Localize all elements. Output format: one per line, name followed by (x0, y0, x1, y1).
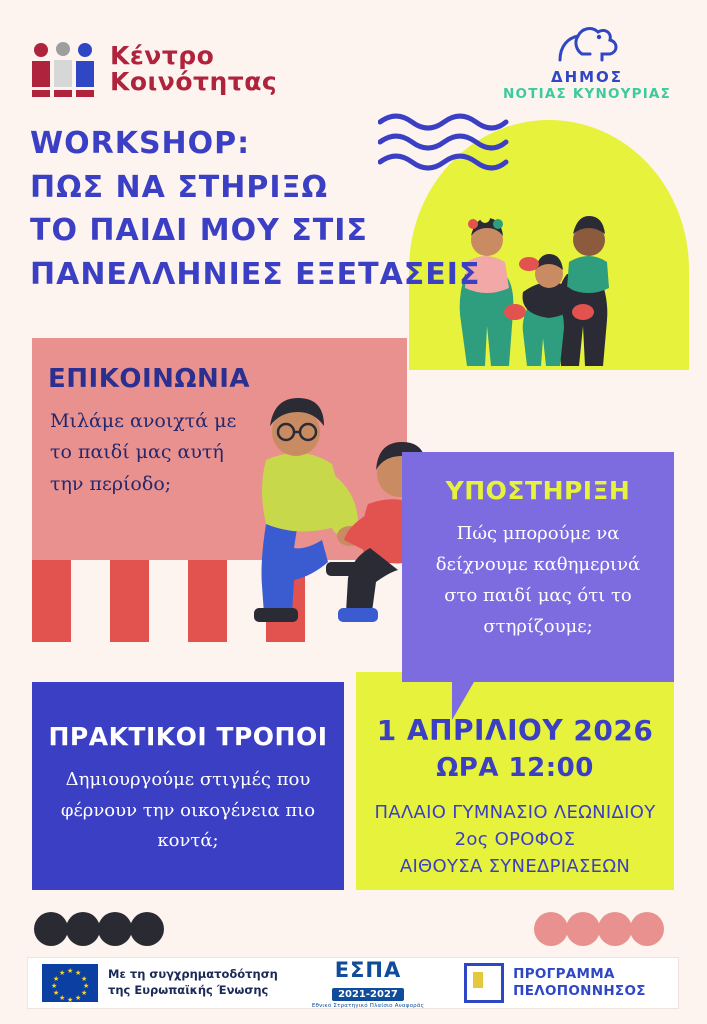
event-venue-line-1: ΠΑΛΑΙΟ ΓΥΜΝΑΣΙΟ ΛΕΩΝΙΔΙΟΥ (374, 802, 656, 823)
kentro-logo-line1: Κέντρο (110, 40, 215, 70)
speech-bubble-tail (452, 682, 496, 720)
eu-flag-icon: ★ ★ ★ ★ ★ ★ ★ ★ ★ ★ ★ ★ (42, 964, 98, 1002)
dimos-label: ΔΗΜΟΣ (550, 68, 624, 86)
funding-footer (28, 958, 678, 1008)
lion-icon (552, 24, 622, 66)
event-date: 1 ΑΠΡΙΛΙΟΥ 2026 (376, 714, 654, 747)
espa-subtitle: Εθνικό Στρατηγικό Πλαίσιο Αναφοράς (311, 1002, 425, 1009)
espa-title: ΕΣΠΑ (334, 957, 402, 982)
dot (630, 912, 664, 946)
program-text (513, 966, 646, 1000)
dimos-notias-kynourias-logo (503, 24, 671, 102)
title-line-2: ΠΩΣ ΝΑ ΣΤΗΡΙΞΩ (30, 169, 328, 205)
card-practical-ways (32, 682, 344, 890)
kentro-logo-line2: Κοινότητας (110, 67, 278, 96)
program-line-1: ΠΡΟΓΡΑΜΜΑ (513, 966, 615, 983)
dot (534, 912, 568, 946)
card-communication-body: Μιλάμε ανοιχτά με το παιδί μας αυτή την περίοδο; (50, 410, 237, 495)
dimos-region-label: ΝΟΤΙΑΣ ΚΥΝΟΥΡΙΑΣ (503, 86, 671, 102)
card-support (402, 452, 674, 682)
card-support-body: Πώς μπορούμε να δείχνουμε καθημερινά στο παιδί μας ότι το στηρίζουμε; (435, 523, 641, 637)
event-venue-line-2: 2ος ΟΡΟΦΟΣ (454, 829, 576, 850)
card-practical-heading: ΠΡΑΚΤΙΚΟΙ ΤΡΟΠΟΙ (48, 722, 328, 751)
event-time: ΩΡΑ 12:00 (436, 753, 594, 783)
kentro-koinotitas-logo (28, 40, 277, 98)
card-support-heading: ΥΠΟΣΤΗΡΙΞΗ (445, 476, 631, 505)
dot (130, 912, 164, 946)
event-venue-line-3: ΑΙΘΟΥΣΑ ΣΥΝΕΔΡΙΑΣΕΩΝ (399, 856, 631, 877)
pink-dots-decoration (534, 912, 662, 946)
checker-cell (149, 560, 188, 642)
dot (566, 912, 600, 946)
program-mark-icon (464, 963, 504, 1003)
dot (598, 912, 632, 946)
card-practical-body: Δημιουργούμε στιγμές που φέρνουν την οικογένεια πιο κοντά; (60, 769, 316, 852)
dot (98, 912, 132, 946)
event-venue (356, 799, 674, 880)
espa-logo (312, 958, 424, 1009)
kentro-logo-text (110, 40, 278, 96)
title-line-3: ΤΟ ΠΑΙΔΙ ΜΟΥ ΣΤΙΣ (30, 213, 368, 248)
checker-cell (32, 560, 71, 642)
checker-cell (110, 560, 149, 642)
poster-title (30, 122, 500, 296)
eu-text-line-1: Με τη συγχρηματοδότηση (108, 967, 278, 982)
community-people-icon (28, 40, 100, 98)
card-event-details (356, 672, 674, 890)
espa-years: 2021-2027 (332, 988, 404, 1001)
title-line-4: ΠΑΝΕΛΛΗΝΙΕΣ ΕΞΕΤΑΣΕΙΣ (30, 256, 481, 292)
eu-text-line-2: της Ευρωπαϊκής Ένωσης (108, 983, 269, 997)
checker-cell (71, 560, 110, 642)
card-communication-heading: ΕΠΙΚΟΙΝΩΝΙΑ (48, 364, 251, 394)
dot (66, 912, 100, 946)
dark-dots-decoration (34, 912, 162, 946)
program-line-2: ΠΕΛΟΠΟΝΝΗΣΟΣ (513, 983, 646, 999)
checker-cell (188, 560, 227, 642)
program-peloponnisos-logo (464, 963, 646, 1003)
dot (34, 912, 68, 946)
title-line-1: WORKSHOP: (30, 126, 251, 161)
kentro-logo-icon (28, 40, 100, 98)
eu-cofunding-text (108, 967, 278, 998)
